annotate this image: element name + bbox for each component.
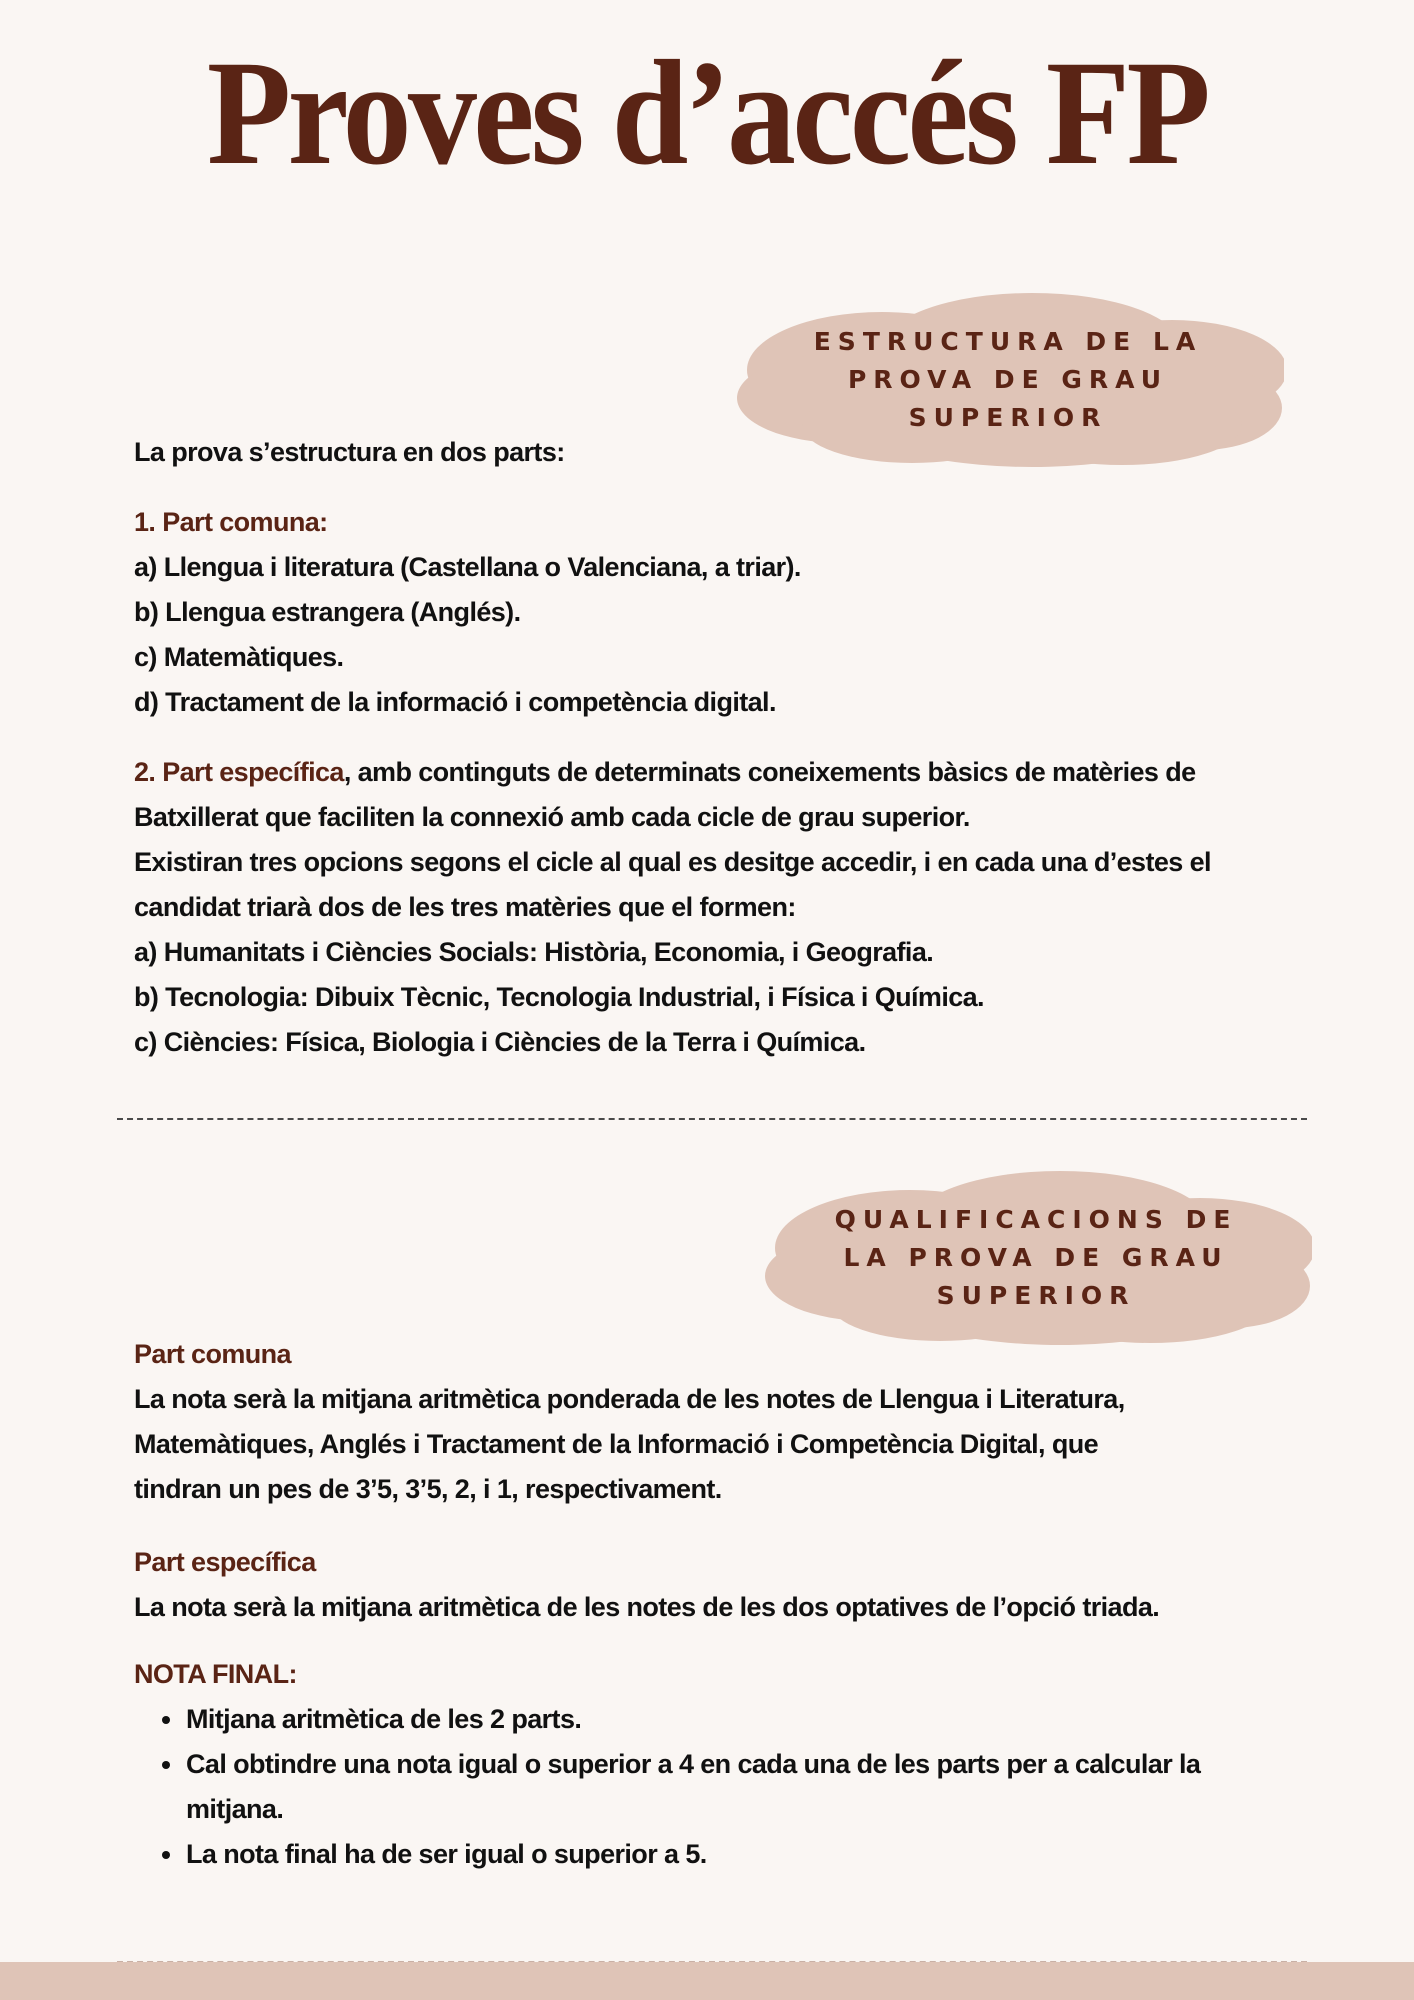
section-divider — [117, 1118, 1307, 1120]
grading-specific-heading: Part específica — [134, 1547, 316, 1577]
list-item — [134, 1832, 1294, 1877]
bullet-icon — [162, 1851, 170, 1859]
grading-specific-block — [134, 1540, 1159, 1630]
section-badge-text: QUALIFICACIONS DE LA PROVA DE GRAU SUPERIOR — [834, 1205, 1238, 1310]
paragraph-line: La nota serà la mitjana aritmètica de les notes de les dos optatives de l’opció triada. — [134, 1592, 1160, 1622]
final-grade-heading: NOTA FINAL: — [134, 1659, 297, 1689]
list-item: d) Tractament de la informació i competència digital. — [134, 687, 776, 717]
part-specific-block — [134, 750, 1211, 1065]
paragraph-line: candidat triarà dos de les tres matèries que el formen: — [134, 892, 796, 922]
list-item: c) Ciències: Física, Biologia i Ciències de la Terra i Química. — [134, 1027, 866, 1057]
list-item — [134, 1742, 1266, 1832]
list-item-text: Mitjana aritmètica de les 2 parts. — [186, 1704, 582, 1734]
list-item: a) Humanitats i Ciències Socials: Història, Economia, i Geografia. — [134, 937, 934, 967]
grading-common-heading: Part comuna — [134, 1339, 291, 1369]
grading-common-block — [134, 1332, 1125, 1512]
final-grade-block — [134, 1652, 1294, 1877]
part-specific-text: , amb continguts de determinats coneixements bàsics de matèries de — [343, 757, 1196, 787]
part-common-heading: 1. Part comuna: — [134, 507, 328, 537]
part-common-block — [134, 500, 801, 725]
footer-band — [0, 1962, 1414, 2000]
list-item: b) Tecnologia: Dibuix Tècnic, Tecnologia Industrial, i Física i Química. — [134, 982, 984, 1012]
list-item-text: La nota final ha de ser igual o superior a 5. — [186, 1839, 707, 1869]
list-item: a) Llengua i literatura (Castellana o Valenciana, a triar). — [134, 552, 801, 582]
section-badge-text: ESTRUCTURA DE LA PROVA DE GRAU SUPERIOR — [813, 327, 1203, 432]
paragraph-line: Batxillerat que faciliten la connexió amb cada cicle de grau superior. — [134, 802, 970, 832]
paragraph-line: Matemàtiques, Anglés i Tractament de la Informació i Competència Digital, que — [134, 1429, 1099, 1459]
section-badge-structure — [732, 290, 1284, 470]
list-item: c) Matemàtiques. — [134, 642, 344, 672]
paragraph-line: tindran un pes de 3’5, 3’5, 2, i 1, respectivament. — [134, 1474, 722, 1504]
list-item-text: Cal obtindre una nota igual o superior a 4 en cada una de les parts per a calcular la mitjana. — [186, 1749, 1201, 1824]
bullet-icon — [162, 1716, 170, 1724]
list-item: b) Llengua estrangera (Anglés). — [134, 597, 521, 627]
list-item — [134, 1697, 1294, 1742]
paragraph-line: La nota serà la mitjana aritmètica ponderada de les notes de Llengua i Literatura, — [134, 1384, 1125, 1414]
bullet-icon — [162, 1761, 170, 1769]
structure-intro: La prova s’estructura en dos parts: — [134, 437, 565, 467]
part-specific-heading: 2. Part específica — [134, 757, 344, 787]
final-grade-list — [134, 1697, 1294, 1877]
paragraph-line: Existiran tres opcions segons el cicle al qual es desitge accedir, i en cada una d’estes el — [134, 847, 1211, 877]
section-badge-qualifications — [760, 1168, 1312, 1348]
page-title: Proves d’accés FP — [206, 30, 1208, 196]
